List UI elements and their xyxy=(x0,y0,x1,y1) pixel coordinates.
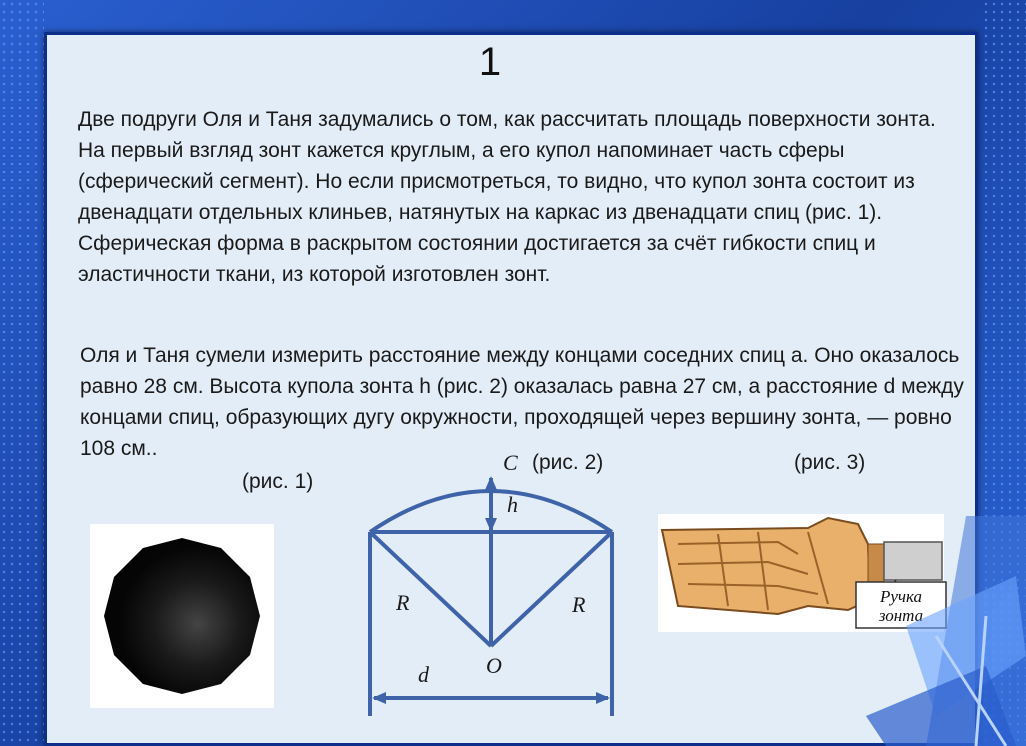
decor-dots-left xyxy=(0,0,44,746)
radius-left xyxy=(370,532,491,646)
arrow-h-up xyxy=(485,476,497,490)
fig3-caption: (рис. 3) xyxy=(794,451,866,474)
arrow-d-right xyxy=(596,692,610,704)
dodecagon-shape xyxy=(104,538,260,694)
label-R-right: R xyxy=(572,592,586,617)
fig1-caption: (рис. 1) xyxy=(242,470,314,493)
label-h: h xyxy=(507,492,518,517)
label-R-left: R xyxy=(396,590,410,615)
arrow-d-left xyxy=(372,692,386,704)
label-O: O xyxy=(486,653,502,678)
radius-right xyxy=(491,532,612,646)
slide-number: 1 xyxy=(478,40,502,84)
handle-label-line2: зонта xyxy=(878,606,924,625)
paragraph-intro: Две подруги Оля и Таня задумались о том, как рассчитать площадь поверхности зонта. На первый взгляд зонт кажется круглым, а его купол напоминает часть сферы (сферический сегмент). Но если присмотреться, то видно, что купол зонта состоит из двенадцати отдельных клиньев, натянутых на каркас из двенадцати спиц (рис. 1). Сферическая форма в раскрытом состоянии достигается за счёт гибкости спиц и эластичности ткани, из которой изготовлен зонт. xyxy=(78,108,936,286)
fig2-caption: (рис. 2) xyxy=(532,451,604,474)
drafting-tools-decoration xyxy=(866,516,1026,746)
arrow-h-down xyxy=(485,518,497,532)
label-d: d xyxy=(418,662,429,687)
label-C: C xyxy=(503,450,518,475)
fig1-umbrella-top-view xyxy=(90,524,274,708)
dodecagon-image xyxy=(90,524,274,708)
paragraph-measurements: Оля и Таня сумели измерить расстояние между концами соседних спиц a. Оно оказалось равно 28 см. Высота купола зонта h (рис. 2) оказалась равна 27 см, а расстояние d между концами спиц, образующих дугу окружности, проходящей через вершину зонта, — ровно 108 см.. xyxy=(80,344,964,460)
handle-label-line1: Ручка xyxy=(879,587,923,606)
